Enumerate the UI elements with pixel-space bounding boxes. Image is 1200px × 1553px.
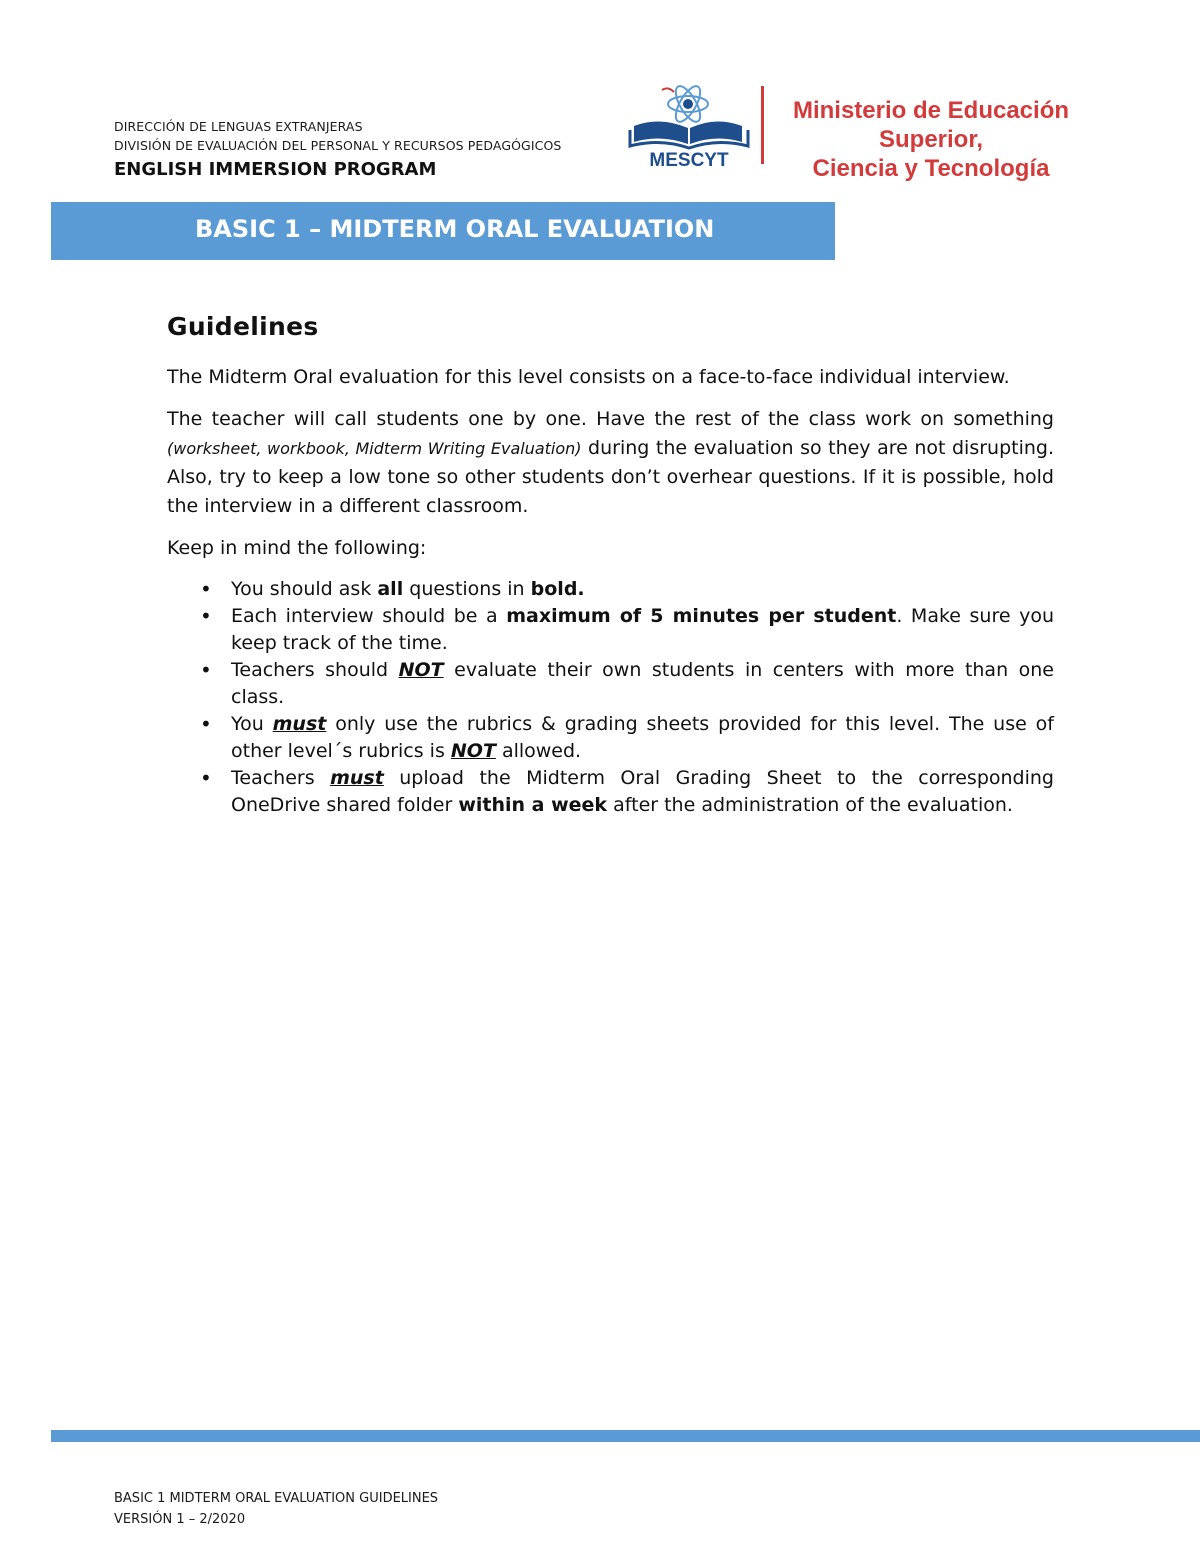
footer-rule bbox=[51, 1430, 1200, 1442]
procedure-text-1: The teacher will call students one by one. Have the rest of the class work on something bbox=[167, 408, 1054, 430]
footer-version: VERSIÓN 1 – 2/2020 bbox=[114, 1512, 246, 1527]
header-divider bbox=[761, 86, 764, 164]
ministry-line-1: Ministerio de Educación Superior, bbox=[792, 97, 1070, 153]
division-name: DIVISIÓN DE EVALUACIÓN DEL PERSONAL Y RECURSOS PEDAGÓGICOS bbox=[114, 138, 562, 153]
list-item: • Each interview should be a maximum of 5 minutes per student. Make sure you keep track of the time. bbox=[231, 603, 1054, 657]
ministry-name bbox=[780, 96, 1082, 183]
list-item: • You must only use the rubrics & grading sheets provided for this level. The use of other level´s rubrics is NOT allowed. bbox=[231, 711, 1054, 765]
paragraph-keep-in-mind: Keep in mind the following: bbox=[167, 537, 427, 559]
program-name: ENGLISH IMMERSION PROGRAM bbox=[114, 159, 437, 180]
guidelines-section bbox=[167, 312, 1054, 819]
ministry-line-2: Ciencia y Tecnología bbox=[812, 155, 1050, 182]
title-banner bbox=[51, 202, 835, 260]
paragraph-intro: The Midterm Oral evaluation for this level consists on a face-to-face individual interview. bbox=[167, 366, 1010, 388]
section-heading: Guidelines bbox=[167, 312, 319, 341]
logo-wordmark: MESCYT bbox=[649, 150, 729, 170]
procedure-examples: (worksheet, workbook, Midterm Writing Evaluation) bbox=[167, 439, 582, 458]
list-item: • Teachers should NOT evaluate their own students in centers with more than one class. bbox=[231, 657, 1054, 711]
header-text-block bbox=[114, 117, 561, 183]
footer bbox=[114, 1488, 438, 1530]
list-item: • You should ask all questions in bold. bbox=[231, 576, 1054, 603]
guidelines-list bbox=[167, 576, 1054, 819]
procedure-text-2: during the evaluation so they are not disrupting. Also, try to keep a low tone so other students don’t overhear questions. If it is possible, hold the interview in a different classroom. bbox=[167, 437, 1055, 517]
department-name: DIRECCIÓN DE LENGUAS EXTRANJERAS bbox=[114, 119, 363, 134]
mescyt-logo bbox=[628, 82, 750, 170]
footer-document-name: BASIC 1 MIDTERM ORAL EVALUATION GUIDELINES bbox=[114, 1491, 439, 1506]
list-item: • Teachers must upload the Midterm Oral Grading Sheet to the corresponding OneDrive shared folder within a week after the administration of the evaluation. bbox=[231, 765, 1054, 819]
page-title: BASIC 1 – MIDTERM ORAL EVALUATION bbox=[195, 215, 715, 243]
paragraph-procedure bbox=[167, 405, 1054, 521]
